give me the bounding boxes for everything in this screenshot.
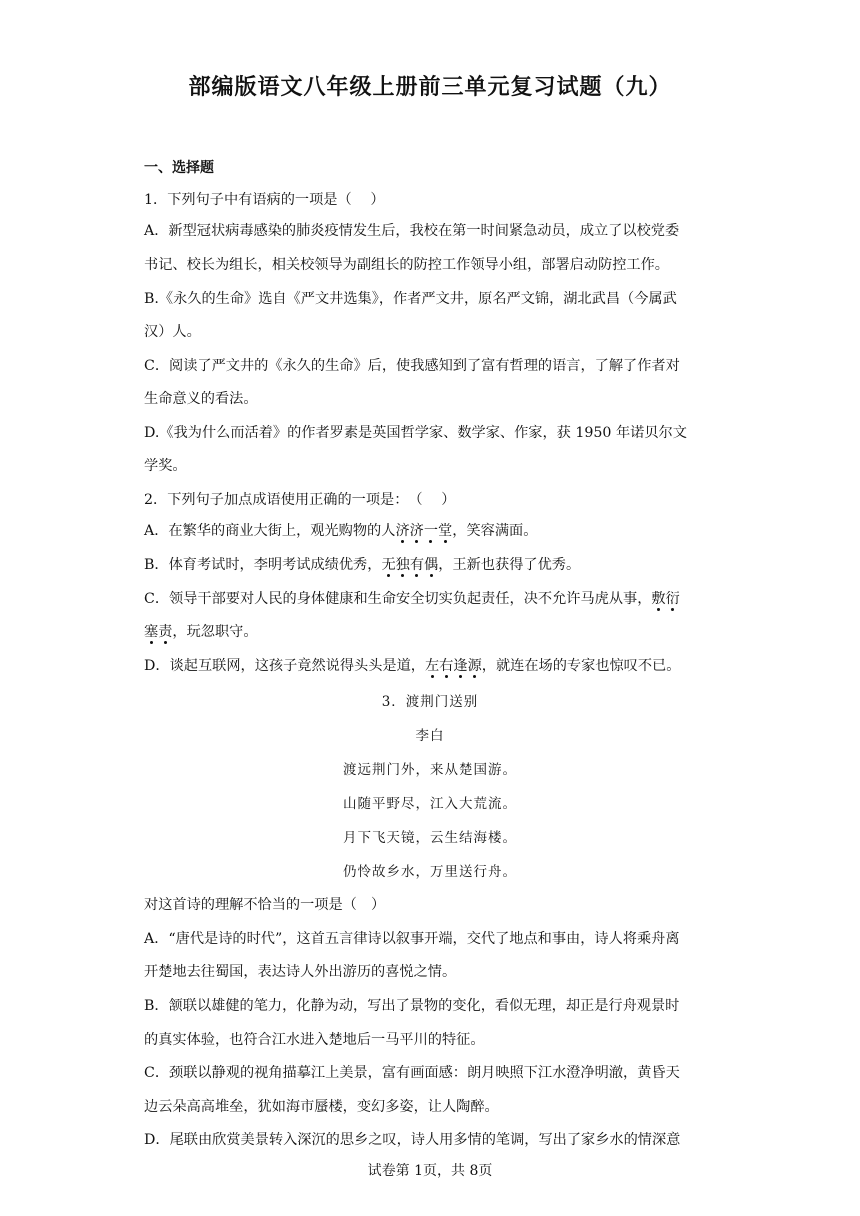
q2-option-d-pre: D．谈起互联网，这孩子竟然说得头头是道， [144, 658, 425, 674]
q1-option-a-line2: 书记、校长为组长，相关校领导为副组长的防控工作领导小组，部署启动防控工作。 [144, 257, 669, 273]
idiom-char: 逢 [453, 658, 468, 674]
q2-option-c-pre: C．领导干部要对人民的身体健康和生命安全切实负起责任，决不允许马虎从事， [144, 591, 652, 607]
q2-option-b-post: ，王新也获得了优秀。 [438, 557, 581, 573]
q3-option-a-line2: 开楚地去往蜀国，表达诗人外出游历的喜悦之情。 [144, 964, 457, 980]
idiom-char: 源 [467, 658, 482, 674]
q2-option-c-line1 [144, 589, 724, 609]
q3-option-a-line1: A．“唐代是诗的时代”，这首五言律诗以叙事开端，交代了地点和事由，诗人将乘舟离 [144, 931, 680, 947]
dotted-idiom [425, 658, 482, 674]
page-footer: 试卷第 1页，共 8页 [367, 1163, 493, 1179]
q2-option-d [144, 656, 724, 676]
idiom-char: 济 [395, 523, 410, 539]
idiom-char: 独 [395, 557, 410, 573]
q3-option-b-line1: B．颔联以雄健的笔力，化静为动，写出了景物的变化，看似无理，却正是行舟观景时 [144, 998, 680, 1014]
q1-option-d-line1: D.《我为什么而活着》的作者罗素是英国哲学家、数学家、作家，获 1950 年诺贝尔文 [144, 425, 687, 441]
q1-option-b-line2: 汉）人。 [144, 324, 201, 340]
idiom-char: 无 [381, 557, 396, 573]
q3-option-c-line2: 边云朵高高堆垒，犹如海市蜃楼，变幻多姿，让人陶醉。 [144, 1099, 499, 1115]
idiom-char: 衍 [665, 591, 680, 607]
idiom-char: 敷 [651, 591, 666, 607]
idiom-char: 有 [409, 557, 425, 573]
idiom-char: 右 [439, 658, 454, 674]
q1-option-c-line1: C．阅读了严文井的《永久的生命》后，使我感知到了富有哲理的语言，了解了作者对 [144, 358, 680, 374]
page-title: 部编版语文八年级上册前三单元复习试题（九） [188, 75, 672, 100]
q2-option-d-post: ，就连在场的专家也惊叹不已。 [481, 658, 681, 674]
poem-line: 仍怜故乡水，万里送行舟。 [343, 864, 517, 880]
poem-line: 山随平野尽，江入大荒流。 [343, 796, 517, 812]
poem-line: 渡远荆门外，来从楚国游。 [343, 762, 517, 778]
q2-option-a-post: ，笑容满面。 [452, 523, 538, 539]
dotted-idiom [651, 591, 679, 607]
section-heading: 一、选择题 [144, 160, 214, 176]
idiom-char: 塞 [144, 624, 159, 640]
q1-stem: 1．下列句子中有语病的一项是（ ） [144, 192, 385, 208]
q1-option-b-line1: B.《永久的生命》选自《严文井选集》，作者严文井，原名严文锦，湖北武昌（今属武 [144, 291, 677, 307]
q2-option-b [144, 555, 724, 575]
q1-option-d-line2: 学奖。 [144, 458, 187, 474]
q2-stem: 2．下列句子加点成语使用正确的一项是： （ ） [144, 492, 456, 508]
idiom-char: 堂 [438, 523, 453, 539]
q1-option-a-line1: A．新型冠状病毒感染的肺炎疫情发生后，我校在第一时间紧急动员，成立了以校党委 [144, 223, 680, 239]
dotted-idiom [144, 624, 172, 640]
q2-option-c-line2 [144, 622, 724, 642]
q2-option-c-post: ，玩忽职守。 [172, 624, 258, 640]
q3-option-c-line1: C．颈联以静观的视角描摹江上美景，富有画面感：朗月映照下江水澄净明澈，黄昏天 [144, 1065, 680, 1081]
q2-option-a-pre: A．在繁华的商业大街上，观光购物的人 [144, 523, 396, 539]
idiom-char: 济 [409, 523, 424, 539]
idiom-char: 责 [158, 624, 173, 640]
dotted-idiom [395, 523, 452, 539]
q3-option-d-line1: D．尾联由欣赏美景转入深沉的思乡之叹，诗人用多情的笔调，写出了家乡水的情深意 [144, 1132, 681, 1148]
q2-option-a [144, 521, 724, 541]
q3-stem: 对这首诗的理解不恰当的一项是（ ） [144, 897, 386, 913]
poem-author: 李白 [415, 728, 445, 744]
idiom-char: 左 [424, 658, 440, 674]
q2-option-b-pre: B．体育考试时，李明考试成绩优秀， [144, 557, 382, 573]
poem-line: 月下飞天镜，云生结海楼。 [343, 830, 517, 846]
q1-option-c-line2: 生命意义的看法。 [144, 391, 258, 407]
dotted-idiom [381, 557, 438, 573]
idiom-char: 一 [423, 523, 439, 539]
q3-option-b-line2: 的真实体验，也符合江水进入楚地后一马平川的特征。 [144, 1032, 485, 1048]
poem-title: 3．渡荆门送别 [381, 694, 479, 710]
idiom-char: 偶 [424, 557, 439, 573]
